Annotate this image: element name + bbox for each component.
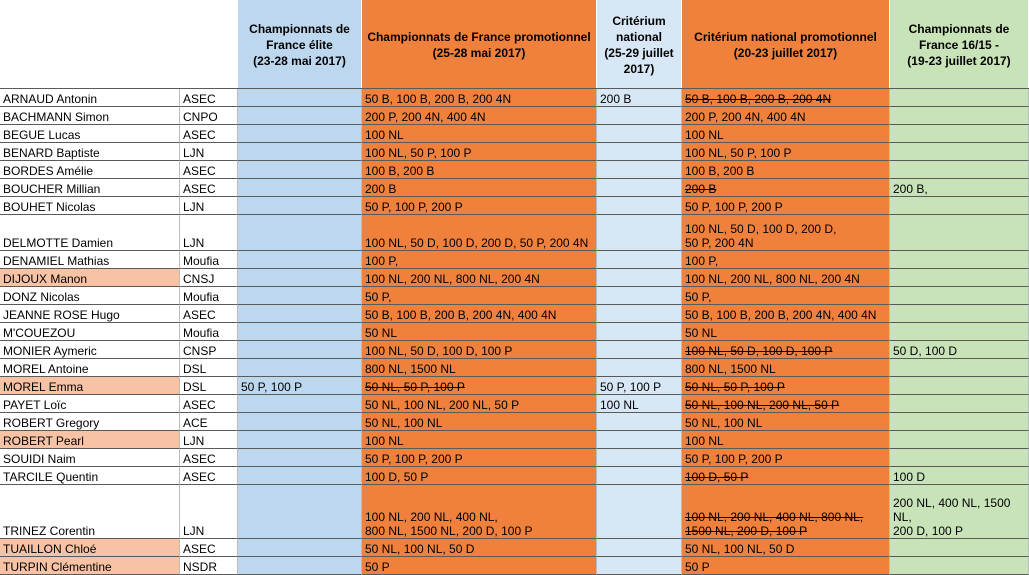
athlete-name <box>0 323 180 341</box>
cell-elite <box>238 215 362 251</box>
cell-line: 50 P, 100 P, 200 P <box>365 200 463 214</box>
cell-criterium <box>597 485 682 539</box>
athlete-name <box>0 125 180 143</box>
club-name <box>180 161 238 179</box>
club-name <box>180 413 238 431</box>
cell-line: 100 NL, 50 D, 100 D, 100 P <box>685 344 833 358</box>
cell-line: JEANNE ROSE Hugo <box>3 308 120 322</box>
cell-elite <box>238 557 362 575</box>
cell-elite <box>238 161 362 179</box>
cell-criterium <box>597 539 682 557</box>
cell-line: 50 NL <box>685 326 718 340</box>
header-cf1615: Championnats de France 16/15 - (19-23 juillet 2017) <box>890 0 1029 89</box>
athlete-name <box>0 269 180 287</box>
club-name <box>180 539 238 557</box>
cell-line: 100 NL, 200 NL, 400 NL, <box>365 510 498 524</box>
header-promo: Championnats de France promotionnel (25-28 mai 2017) <box>362 0 597 89</box>
athlete-name <box>0 431 180 449</box>
cell-line: DIJOUX Manon <box>3 272 88 286</box>
cell-criterium <box>597 143 682 161</box>
cell-line: 50 P, 100 P, 200 P <box>365 452 463 466</box>
cell-line: 50 NL, 50 P, 100 P <box>365 380 465 394</box>
athlete-name <box>0 197 180 215</box>
cell-natpromo <box>682 89 890 107</box>
cell-cf1615 <box>890 287 1029 305</box>
cell-natpromo <box>682 557 890 575</box>
cell-cf1615 <box>890 305 1029 323</box>
athlete-name <box>0 161 180 179</box>
cell-line: 100 NL, 50 D, 100 D, 200 D, 50 P, 200 4N <box>365 236 589 250</box>
athlete-name <box>0 467 180 485</box>
cell-natpromo <box>682 197 890 215</box>
cell-promo <box>362 395 597 413</box>
cell-natpromo <box>682 143 890 161</box>
cell-cf1615 <box>890 341 1029 359</box>
cell-cf1615 <box>890 161 1029 179</box>
cell-line: 100 NL <box>365 128 404 142</box>
cell-line: 100 D <box>893 470 926 484</box>
cell-cf1615 <box>890 395 1029 413</box>
club-name <box>180 287 238 305</box>
cell-cf1615 <box>890 269 1029 287</box>
cell-line: DELMOTTE Damien <box>3 236 114 250</box>
cell-criterium <box>597 89 682 107</box>
club-name <box>180 431 238 449</box>
cell-line: ACE <box>183 416 208 430</box>
cell-line: PAYET Loïc <box>3 398 67 412</box>
cell-cf1615 <box>890 485 1029 539</box>
cell-promo <box>362 557 597 575</box>
cell-elite <box>238 305 362 323</box>
cell-line: MONIER Aymeric <box>3 344 97 358</box>
cell-natpromo <box>682 179 890 197</box>
cell-line: CNPO <box>183 110 218 124</box>
cell-line: 50 P, <box>365 290 392 304</box>
cell-elite <box>238 359 362 377</box>
cell-criterium <box>597 467 682 485</box>
cell-promo <box>362 107 597 125</box>
cell-natpromo <box>682 341 890 359</box>
cell-promo <box>362 161 597 179</box>
cell-line: 50 P, 200 4N <box>685 236 754 250</box>
cell-line: 50 B, 100 B, 200 B, 200 4N, 400 4N <box>685 308 877 322</box>
club-name <box>180 467 238 485</box>
cell-line: ASEC <box>183 398 216 412</box>
athlete-name <box>0 251 180 269</box>
cell-line: BOUCHER Millian <box>3 182 101 196</box>
athlete-name <box>0 377 180 395</box>
cell-line: BACHMANN Simon <box>3 110 110 124</box>
cell-criterium <box>597 179 682 197</box>
cell-line: 100 D, 50 P <box>685 470 749 484</box>
athlete-name <box>0 395 180 413</box>
cell-elite <box>238 341 362 359</box>
cell-natpromo <box>682 161 890 179</box>
cell-line: 50 P, 100 P, 200 P <box>685 452 783 466</box>
cell-criterium <box>597 395 682 413</box>
cell-criterium <box>597 557 682 575</box>
cell-cf1615 <box>890 377 1029 395</box>
cell-cf1615 <box>890 431 1029 449</box>
cell-line: 50 P <box>365 560 390 574</box>
cell-line: MOREL Antoine <box>3 362 89 376</box>
cell-natpromo <box>682 539 890 557</box>
cell-line: 100 P, <box>365 254 399 268</box>
cell-line: 50 P, <box>685 290 712 304</box>
cell-line: 200 B <box>600 92 632 106</box>
cell-line: 50 P <box>685 560 710 574</box>
cell-elite <box>238 485 362 539</box>
athlete-name <box>0 179 180 197</box>
cell-line: LJN <box>183 146 205 160</box>
club-name <box>180 341 238 359</box>
cell-elite <box>238 269 362 287</box>
cell-line: ASEC <box>183 452 216 466</box>
athlete-name <box>0 449 180 467</box>
cell-line: NSDR <box>183 560 218 574</box>
cell-promo <box>362 449 597 467</box>
cell-criterium <box>597 287 682 305</box>
cell-promo <box>362 341 597 359</box>
cell-line: ASEC <box>183 470 216 484</box>
club-name <box>180 197 238 215</box>
cell-line: BEGUE Lucas <box>3 128 81 142</box>
cell-cf1615 <box>890 557 1029 575</box>
cell-natpromo <box>682 377 890 395</box>
cell-line: ASEC <box>183 182 216 196</box>
cell-natpromo <box>682 323 890 341</box>
cell-line: ASEC <box>183 128 216 142</box>
cell-cf1615 <box>890 539 1029 557</box>
club-name <box>180 179 238 197</box>
cell-elite <box>238 89 362 107</box>
cell-criterium <box>597 305 682 323</box>
cell-cf1615 <box>890 359 1029 377</box>
cell-line: 200 B <box>365 182 397 196</box>
cell-line: 50 P, 100 P <box>600 380 662 394</box>
cell-natpromo <box>682 359 890 377</box>
athlete-name <box>0 359 180 377</box>
cell-line: 50 NL, 100 NL, 200 NL, 50 P <box>365 398 520 412</box>
cell-criterium <box>597 341 682 359</box>
cell-promo <box>362 179 597 197</box>
cell-line: 50 P, 100 P, 200 P <box>685 200 783 214</box>
cell-line: 100 NL, 200 NL, 800 NL, 200 4N <box>685 272 860 286</box>
club-name <box>180 557 238 575</box>
cell-criterium <box>597 107 682 125</box>
club-name <box>180 305 238 323</box>
cell-criterium <box>597 359 682 377</box>
cell-line: MOREL Emma <box>3 380 84 394</box>
cell-cf1615 <box>890 179 1029 197</box>
cell-line: LJN <box>183 434 205 448</box>
cell-line: 200 D, 100 P <box>893 524 964 538</box>
cell-line: TUAILLON Chloé <box>3 542 97 556</box>
cell-natpromo <box>682 413 890 431</box>
athlete-name <box>0 485 180 539</box>
cell-line: 50 NL, 100 NL, 200 NL, 50 P <box>685 398 840 412</box>
cell-line: ARNAUD Antonin <box>3 92 98 106</box>
cell-line: 200 B <box>685 182 717 196</box>
cell-elite <box>238 539 362 557</box>
cell-line: BOUHET Nicolas <box>3 200 96 214</box>
cell-line: 100 NL, 50 P, 100 P <box>685 146 792 160</box>
athlete-name <box>0 305 180 323</box>
cell-line: 50 D, 100 D <box>893 344 958 358</box>
cell-line: Moufia <box>183 290 220 304</box>
cell-promo <box>362 359 597 377</box>
cell-cf1615 <box>890 413 1029 431</box>
cell-line: 800 NL, 1500 NL, 200 D, 100 P <box>365 524 533 538</box>
cell-line: TRINEZ Corentin <box>3 524 96 538</box>
cell-line: NL, <box>893 510 912 524</box>
cell-line: 100 NL, 50 D, 100 D, 200 D, <box>685 222 837 236</box>
club-name <box>180 377 238 395</box>
cell-natpromo <box>682 485 890 539</box>
cell-promo <box>362 323 597 341</box>
cell-line: ROBERT Pearl <box>3 434 84 448</box>
cell-line: 100 NL, 50 P, 100 P <box>365 146 472 160</box>
cell-line: CNSP <box>183 344 217 358</box>
cell-promo <box>362 377 597 395</box>
cell-line: TURPIN Clémentine <box>3 560 112 574</box>
club-name <box>180 359 238 377</box>
cell-line: 50 NL <box>365 326 398 340</box>
cell-line: ASEC <box>183 542 216 556</box>
athlete-name <box>0 413 180 431</box>
athlete-name <box>0 107 180 125</box>
cell-line: 50 NL, 100 NL, 50 D <box>365 542 475 556</box>
cell-natpromo <box>682 125 890 143</box>
cell-line: DSL <box>183 380 207 394</box>
cell-line: DENAMIEL Mathias <box>3 254 110 268</box>
athlete-name <box>0 287 180 305</box>
cell-line: 50 B, 100 B, 200 B, 200 4N, 400 4N <box>365 308 557 322</box>
cell-line: 100 B, 200 B <box>685 164 755 178</box>
cell-criterium <box>597 431 682 449</box>
club-name <box>180 89 238 107</box>
club-name <box>180 143 238 161</box>
athlete-name <box>0 215 180 251</box>
cell-line: 100 NL <box>685 128 724 142</box>
cell-cf1615 <box>890 215 1029 251</box>
cell-line: 800 NL, 1500 NL <box>365 362 456 376</box>
cell-elite <box>238 449 362 467</box>
cell-elite <box>238 287 362 305</box>
cell-promo <box>362 305 597 323</box>
cell-line: LJN <box>183 524 205 538</box>
cell-line: 50 P, 100 P <box>241 380 303 394</box>
cell-line: 100 NL, 200 NL, 800 NL, 200 4N <box>365 272 540 286</box>
cell-criterium <box>597 215 682 251</box>
cell-line: BENARD Baptiste <box>3 146 100 160</box>
cell-line: 800 NL, 1500 NL <box>685 362 776 376</box>
cell-natpromo <box>682 467 890 485</box>
cell-line: 100 NL, 50 D, 100 D, 100 P <box>365 344 513 358</box>
cell-criterium <box>597 449 682 467</box>
cell-line: 100 NL <box>600 398 639 412</box>
cell-line: DONZ Nicolas <box>3 290 80 304</box>
cell-promo <box>362 269 597 287</box>
cell-line: 100 B, 200 B <box>365 164 435 178</box>
cell-promo <box>362 197 597 215</box>
cell-promo <box>362 485 597 539</box>
athlete-name <box>0 143 180 161</box>
cell-line: 1500 NL, 200 D, 100 P <box>685 524 808 538</box>
club-name <box>180 269 238 287</box>
cell-elite <box>238 179 362 197</box>
cell-cf1615 <box>890 323 1029 341</box>
club-name <box>180 125 238 143</box>
cell-elite <box>238 395 362 413</box>
cell-elite <box>238 125 362 143</box>
club-name <box>180 485 238 539</box>
cell-promo <box>362 539 597 557</box>
cell-line: 100 NL <box>365 434 404 448</box>
club-name <box>180 251 238 269</box>
cell-criterium <box>597 125 682 143</box>
cell-line: LJN <box>183 236 205 250</box>
cell-line: 50 B, 100 B, 200 B, 200 4N <box>685 92 832 106</box>
cell-elite <box>238 377 362 395</box>
cell-criterium <box>597 251 682 269</box>
cell-elite <box>238 197 362 215</box>
cell-line: BORDES Amélie <box>3 164 94 178</box>
cell-line: 50 B, 100 B, 200 B, 200 4N <box>365 92 512 106</box>
cell-line: 100 NL <box>685 434 724 448</box>
cell-promo <box>362 467 597 485</box>
header-elite: Championnats de France élite (23-28 mai 2017) <box>238 0 362 89</box>
athlete-name <box>0 557 180 575</box>
cell-natpromo <box>682 107 890 125</box>
cell-cf1615 <box>890 467 1029 485</box>
header-criterium: Critérium national (25-29 juillet 2017) <box>597 0 682 89</box>
cell-criterium <box>597 323 682 341</box>
cell-line: LJN <box>183 200 205 214</box>
club-name <box>180 107 238 125</box>
cell-criterium <box>597 269 682 287</box>
cell-elite <box>238 143 362 161</box>
cell-elite <box>238 431 362 449</box>
header-natpromo: Critérium national promotionnel (20-23 juillet 2017) <box>682 0 890 89</box>
club-name <box>180 449 238 467</box>
club-name <box>180 323 238 341</box>
cell-cf1615 <box>890 125 1029 143</box>
cell-promo <box>362 125 597 143</box>
cell-criterium <box>597 161 682 179</box>
cell-line: ROBERT Gregory <box>3 416 100 430</box>
cell-line: ASEC <box>183 92 216 106</box>
cell-natpromo <box>682 305 890 323</box>
cell-line: 200 B, <box>893 182 928 196</box>
cell-natpromo <box>682 287 890 305</box>
athlete-name <box>0 341 180 359</box>
cell-elite <box>238 467 362 485</box>
cell-natpromo <box>682 269 890 287</box>
cell-promo <box>362 143 597 161</box>
cell-cf1615 <box>890 89 1029 107</box>
cell-promo <box>362 431 597 449</box>
cell-natpromo <box>682 395 890 413</box>
cell-criterium <box>597 377 682 395</box>
cell-line: 200 NL, 400 NL, 1500 <box>893 496 1011 510</box>
athlete-name <box>0 89 180 107</box>
cell-elite <box>238 251 362 269</box>
cell-line: M'COUEZOU <box>3 326 76 340</box>
cell-cf1615 <box>890 449 1029 467</box>
cell-line: CNSJ <box>183 272 215 286</box>
cell-line: DSL <box>183 362 207 376</box>
cell-line: 50 NL, 100 NL, 50 D <box>685 542 795 556</box>
cell-cf1615 <box>890 143 1029 161</box>
cell-line: ASEC <box>183 164 216 178</box>
cell-cf1615 <box>890 107 1029 125</box>
cell-cf1615 <box>890 251 1029 269</box>
cell-line: SOUIDI Naim <box>3 452 76 466</box>
cell-natpromo <box>682 215 890 251</box>
cell-line: Moufia <box>183 254 220 268</box>
cell-line: 200 P, 200 4N, 400 4N <box>685 110 806 124</box>
cell-promo <box>362 89 597 107</box>
cell-line: 50 NL, 100 NL <box>685 416 763 430</box>
cell-line: 200 P, 200 4N, 400 4N <box>365 110 486 124</box>
cell-criterium <box>597 197 682 215</box>
cell-line: ASEC <box>183 308 216 322</box>
athlete-name <box>0 539 180 557</box>
cell-line: 100 P, <box>685 254 719 268</box>
cell-cf1615 <box>890 197 1029 215</box>
cell-line: 50 NL, 100 NL <box>365 416 443 430</box>
cell-elite <box>238 413 362 431</box>
cell-promo <box>362 251 597 269</box>
cell-natpromo <box>682 431 890 449</box>
cell-line: 50 NL, 50 P, 100 P <box>685 380 785 394</box>
club-name <box>180 215 238 251</box>
cell-line: TARCILE Quentin <box>3 470 99 484</box>
cell-line: 100 NL, 200 NL, 400 NL, 800 NL, <box>685 510 864 524</box>
cell-natpromo <box>682 251 890 269</box>
cell-line: Moufia <box>183 326 220 340</box>
cell-promo <box>362 413 597 431</box>
cell-promo <box>362 287 597 305</box>
cell-line: 100 D, 50 P <box>365 470 429 484</box>
cell-elite <box>238 323 362 341</box>
cell-promo <box>362 215 597 251</box>
club-name <box>180 395 238 413</box>
cell-elite <box>238 107 362 125</box>
cell-criterium <box>597 413 682 431</box>
cell-natpromo <box>682 449 890 467</box>
